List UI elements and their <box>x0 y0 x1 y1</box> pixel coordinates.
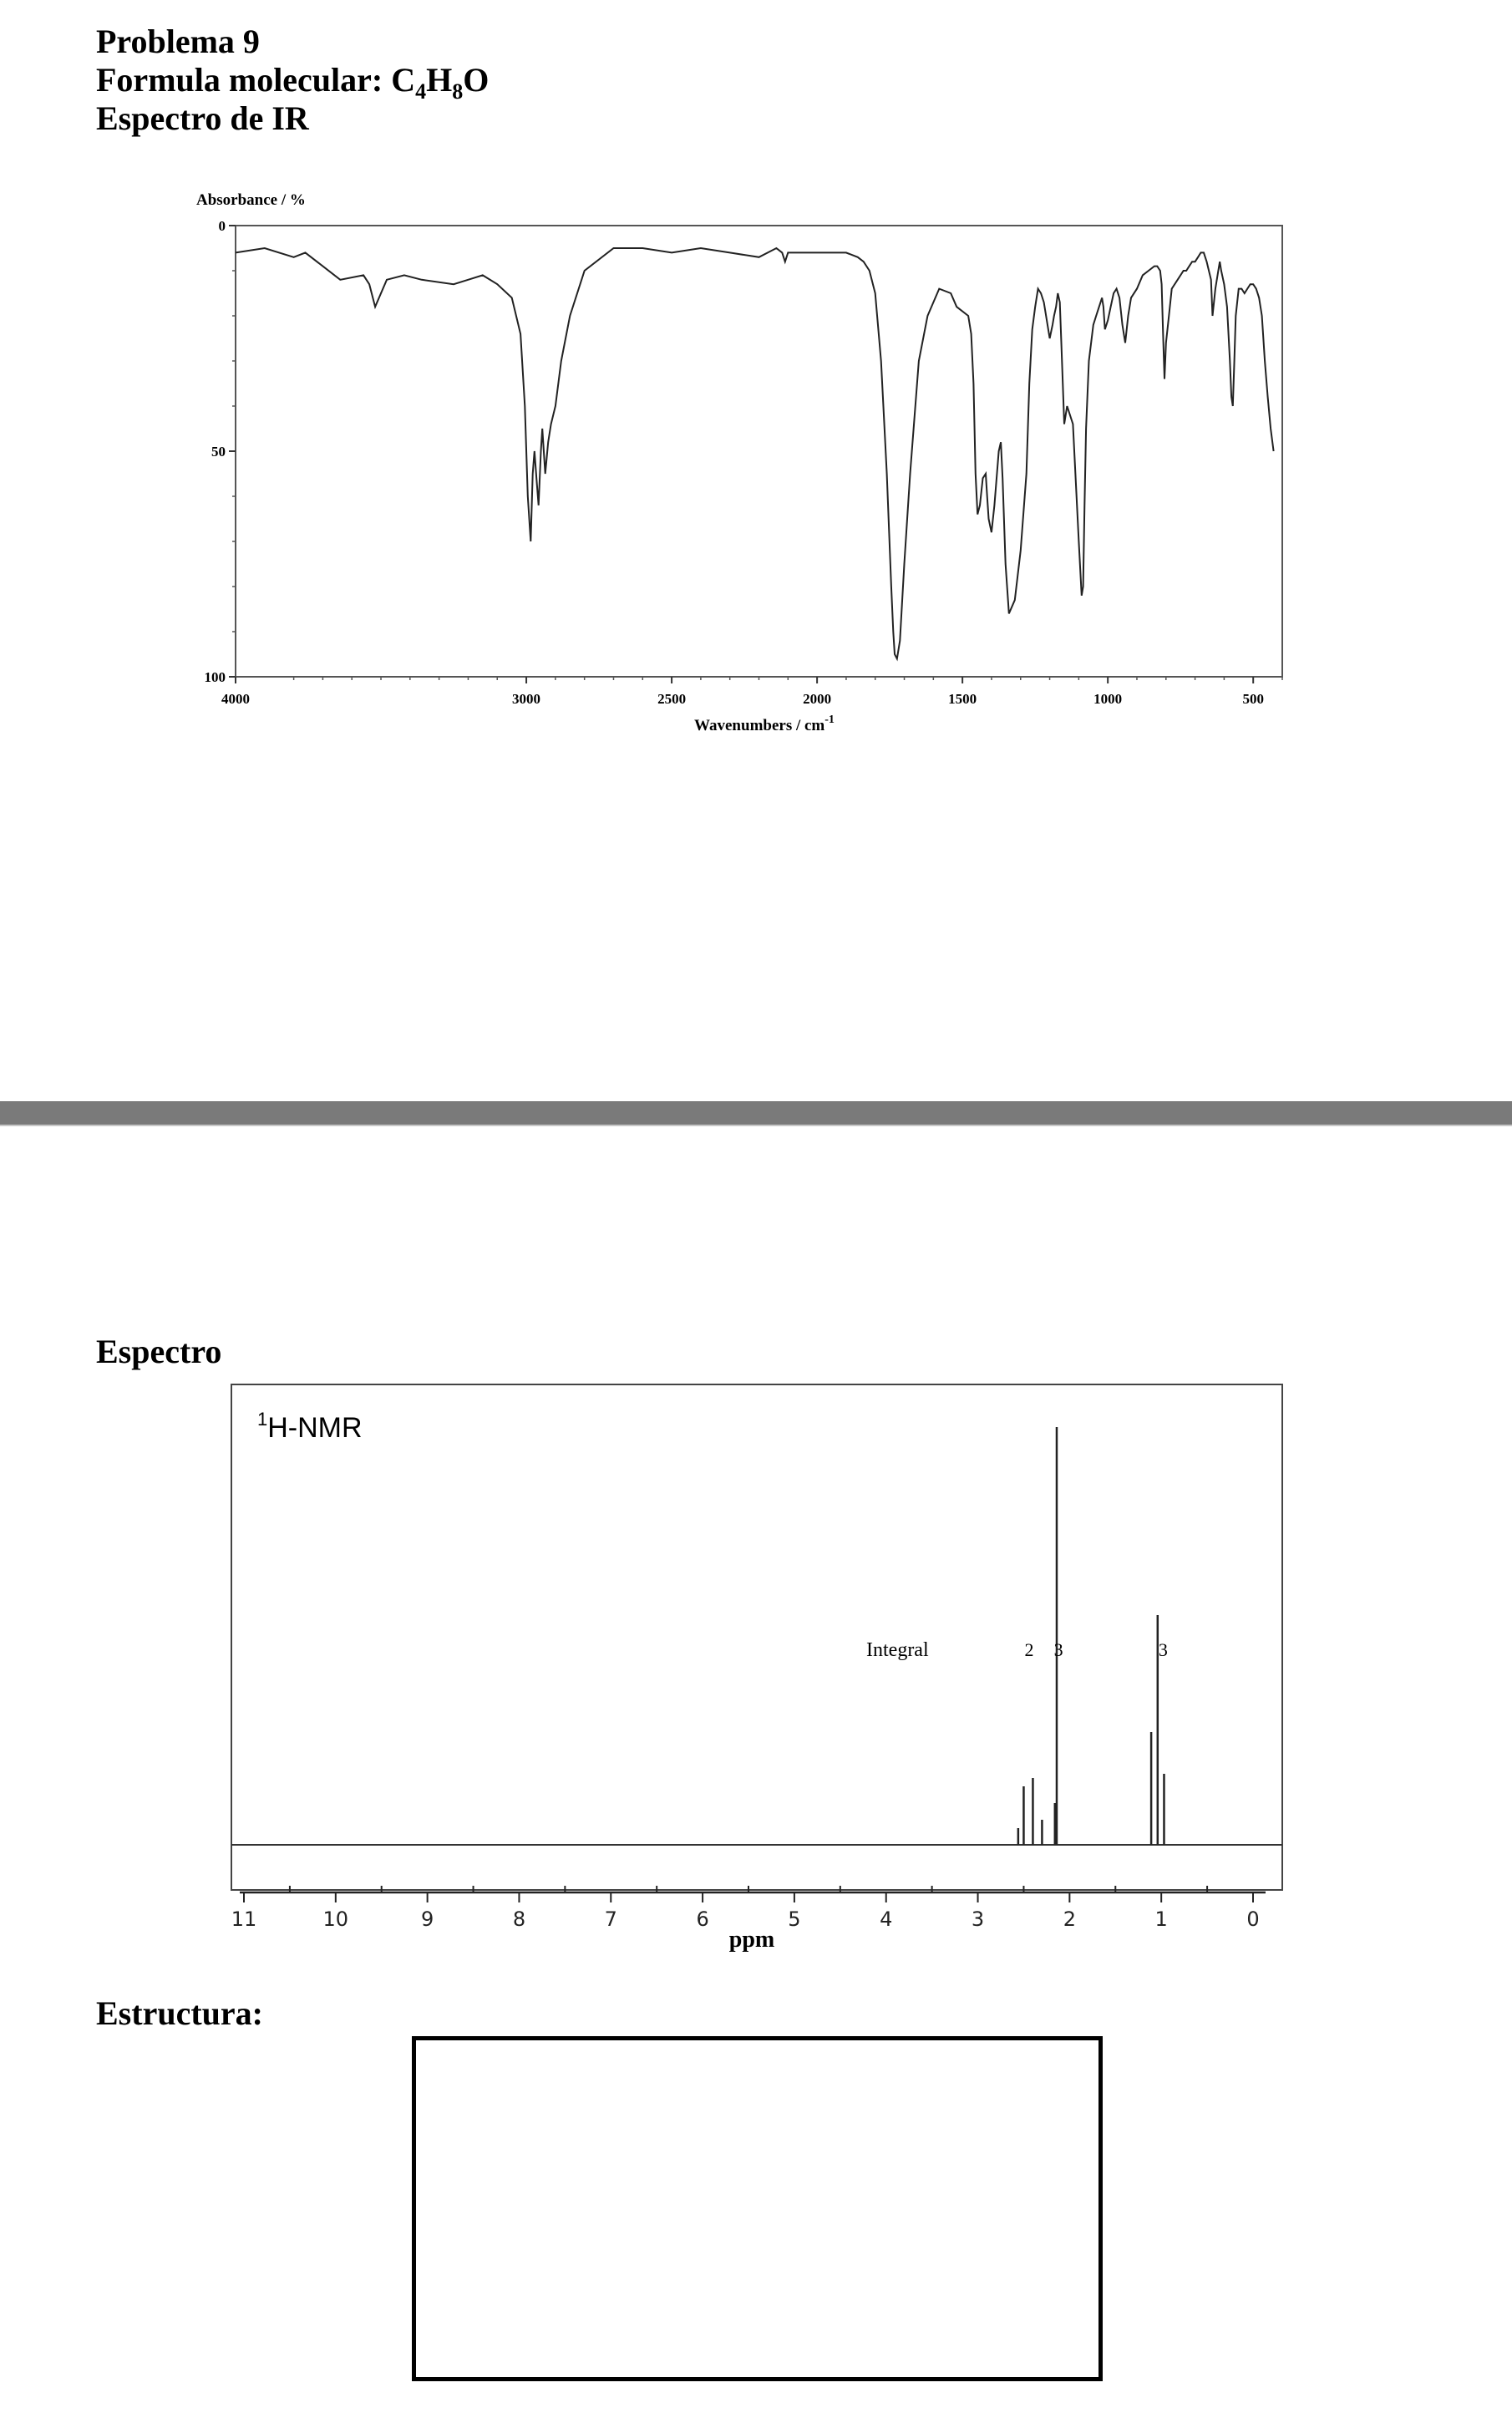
nmr-x-tick-label: 10 <box>322 1907 349 1931</box>
nmr-x-tick-label: 4 <box>880 1907 893 1931</box>
problem-title: Problema 9 <box>96 23 260 60</box>
nmr-integral-value: 2 <box>1024 1639 1034 1660</box>
nmr-plot-frame <box>231 1384 1282 1890</box>
structure-answer-box[interactable] <box>412 2036 1103 2381</box>
ir-y-tick-label: 100 <box>204 669 226 685</box>
nmr-x-tick-label: 3 <box>971 1907 985 1931</box>
ir-x-tick-label: 2000 <box>803 691 832 707</box>
nmr-x-tick-label: 9 <box>420 1907 434 1931</box>
nmr-x-tick-label: 7 <box>604 1907 617 1931</box>
ir-x-tick-label: 2500 <box>657 691 687 707</box>
ir-x-axis-label: Wavenumbers / $cm^{-1}$ <box>694 714 835 734</box>
nmr-x-tick-label: 0 <box>1246 1907 1260 1931</box>
nmr-section-label: Espectro <box>96 1333 222 1370</box>
formula-value: $C_4H_8O$ <box>391 61 490 104</box>
nmr-x-tick-label: 1 <box>1154 1907 1168 1931</box>
ir-y-tick-label: 0 <box>218 218 226 234</box>
ir-x-tick-label: 1000 <box>1093 691 1123 707</box>
ir-section-label: Espectro de IR <box>96 99 309 137</box>
nmr-integral-value: 3 <box>1158 1639 1168 1660</box>
ir-x-tick-label: 500 <box>1242 691 1264 707</box>
ir-x-tick-label: 1500 <box>948 691 977 707</box>
nmr-title: $^1$H-NMR <box>257 1409 363 1444</box>
ir-y-tick-label: 50 <box>211 444 226 460</box>
nmr-integral-label: Integral <box>866 1639 929 1661</box>
ir-x-tick-label: 3000 <box>512 691 541 707</box>
ir-x-tick-label: 4000 <box>221 691 250 707</box>
nmr-integral-value: 3 <box>1053 1639 1063 1660</box>
nmr-x-tick-label: 8 <box>512 1907 526 1931</box>
ir-y-axis-label: Absorbance / % <box>196 191 306 209</box>
nmr-x-tick-label: 11 <box>231 1907 257 1931</box>
formula-label: Formula molecular: <box>96 61 383 99</box>
nmr-x-tick-label: 5 <box>788 1907 801 1931</box>
nmr-x-tick-label: 2 <box>1063 1907 1077 1931</box>
structure-section-label: Estructura: <box>96 1994 263 2032</box>
nmr-x-axis-label: ppm <box>728 1927 775 1953</box>
nmr-x-tick-label: 6 <box>696 1907 709 1931</box>
